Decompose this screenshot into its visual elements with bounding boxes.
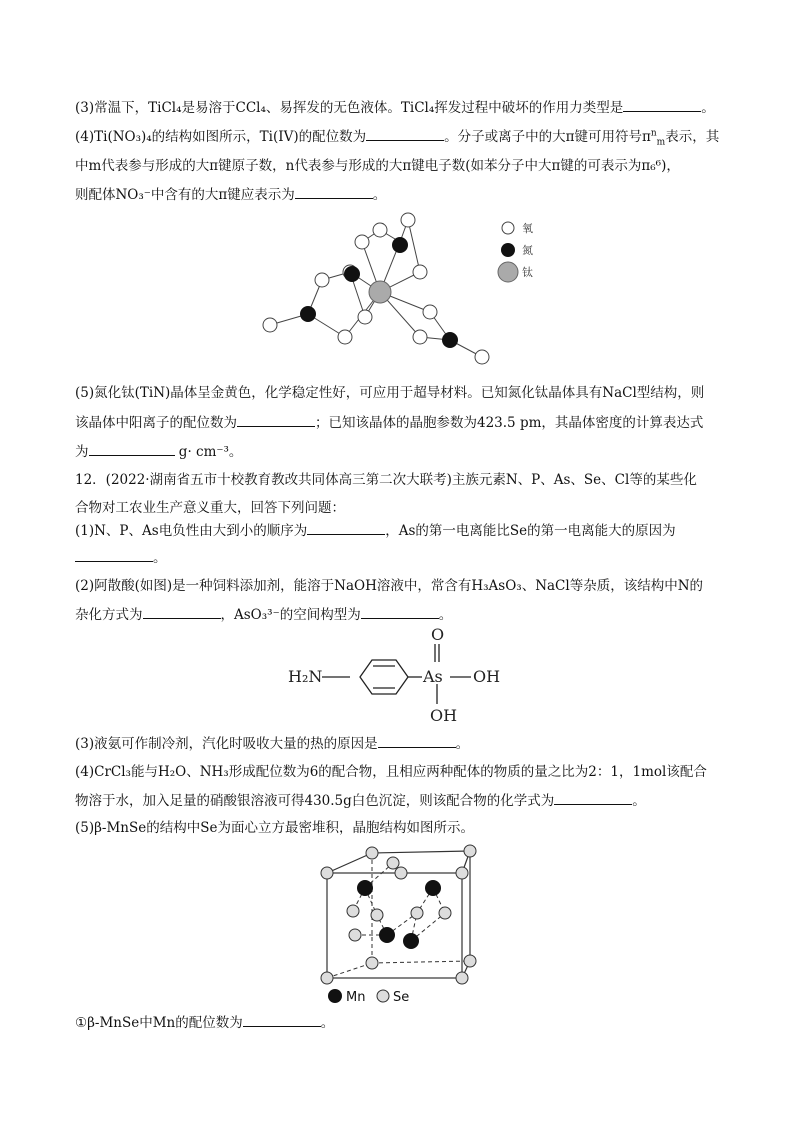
answer-blank[interactable] [237, 412, 315, 427]
mn-atoms [357, 880, 441, 949]
q11-part5-line2: 该晶体中阳离子的配位数为 ；已知该晶体的晶胞参数为423.5 pm，其晶体密度的计算表达式 [75, 412, 703, 433]
answer-blank[interactable] [75, 547, 153, 562]
q11-part5-line3: 为 g· cm⁻³。 [75, 441, 242, 462]
se-atom [321, 867, 333, 879]
se-atom [321, 972, 333, 984]
q11-part4-line3: 则配体NO₃⁻中含有的大π键应表示为 。 [75, 184, 386, 205]
oxygen-atom [413, 330, 427, 344]
se-atom [456, 867, 468, 879]
answer-blank[interactable] [143, 604, 221, 619]
arsanilic-acid-structure [280, 620, 530, 730]
legend-oxygen-label: 氧 [522, 222, 533, 235]
oxygen-atom [373, 223, 387, 237]
nitrogen-atom [392, 237, 408, 253]
mn-atom [425, 880, 441, 896]
q12-part1-line1: (1)N、P、As电负性由大到小的顺序为 ，As的第一电离能比Se的第一电离能大的原因为 [75, 520, 676, 541]
answer-blank[interactable] [554, 790, 632, 805]
q12-header-line2: 合物对工农业生产意义重大，回答下列问题： [75, 500, 345, 516]
oxygen-atom [423, 305, 437, 319]
answer-blank[interactable] [243, 1012, 321, 1027]
se-atom [347, 905, 359, 917]
legend-mn-icon [328, 989, 342, 1003]
nitrogen-atom [442, 332, 458, 348]
se-atom [366, 847, 378, 859]
se-atom [349, 929, 361, 941]
oxygen-atom [315, 273, 329, 287]
legend-nitrogen-label: 氮 [522, 244, 533, 257]
legend-titanium-label: 钛 [522, 266, 533, 279]
legend-titanium-icon [498, 262, 518, 282]
answer-blank[interactable] [361, 604, 439, 619]
answer-blank[interactable] [623, 97, 701, 112]
q12-part4-line1: (4)CrCl₃能与H₂O、NH₃形成配位数为6的配合物，且相应两种配体的物质的量之比为2：1，1mol该配合 [75, 764, 707, 780]
oxygen-atom [401, 213, 415, 227]
titanium-atom [369, 281, 391, 303]
oxygen-atom [263, 318, 277, 332]
oxygen-atom [358, 310, 372, 324]
q12-part2-line1: (2)阿散酸(如图)是一种饲料添加剂，能溶于NaOH溶液中，常含有H₃AsO₃、NaCl等杂质，该结构中N的 [75, 578, 704, 594]
answer-blank[interactable] [295, 184, 373, 199]
q12-part4-line2: 物溶于水，加入足量的硝酸银溶液可得430.5g白色沉淀，则该配合物的化学式为 。 [75, 790, 646, 811]
answer-blank[interactable] [89, 441, 175, 456]
se-atom [395, 867, 407, 879]
se-atom [464, 955, 476, 967]
nitrogen-atom [344, 266, 360, 282]
oxygen-atom [475, 350, 489, 364]
q11-part5-line1: (5)氮化钛(TiN)晶体呈金黄色，化学稳定性好，可应用于超导材料。已知氮化钛晶体具有NaCl型结构，则 [75, 385, 705, 401]
legend-se-icon [377, 990, 389, 1002]
structure-bonds [322, 644, 471, 704]
legend-nitrogen-icon [501, 243, 515, 257]
oxygen-atom [338, 330, 352, 344]
answer-blank[interactable] [366, 126, 444, 141]
q12-part1-line2: 。 [75, 547, 167, 568]
se-atom [456, 972, 468, 984]
q11-part4-line2: 中m代表参与形成的大π键原子数，n代表参与形成的大π键电子数(如苯分子中大π键的可表示为π₆⁶)， [75, 158, 680, 174]
hydroxyl-right-label: OH [473, 667, 501, 686]
se-atom [439, 907, 451, 919]
q12-part3: (3)液氨可作制冷剂，汽化时吸收大量的热的原因是 。 [75, 733, 469, 754]
ti-no3-4-structure-figure [250, 212, 550, 372]
answer-blank[interactable] [307, 520, 385, 535]
hydroxyl-bottom-label: OH [430, 706, 458, 725]
beta-mnse-unit-cell-figure [305, 843, 495, 1008]
se-atom [387, 857, 399, 869]
mn-atom [357, 880, 373, 896]
oxygen-atom [413, 265, 427, 279]
answer-blank[interactable] [378, 733, 456, 748]
mn-atom [403, 933, 419, 949]
amine-group-label: H₂N [288, 667, 323, 686]
q11-part4-line1: (4)Ti(NO₃)₄的结构如图所示，Ti(IV)的配位数为 。分子或离子中的大π键可用符号$\pi^n_m$表示，其 [75, 126, 719, 147]
mn-atom [379, 927, 395, 943]
q12-part5-intro: (5)β-MnSe的结构中Se为面心立方最密堆积，晶胞结构如图所示。 [75, 820, 474, 836]
q12-part2-line2: 杂化方式为 ，AsO₃³⁻的空间构型为 。 [75, 604, 452, 625]
oxo-label: O [431, 625, 445, 644]
se-atom [464, 845, 476, 857]
se-atom [366, 957, 378, 969]
se-atom [411, 907, 423, 919]
legend-se-label: Se [393, 990, 410, 1005]
arsenic-label: As [423, 667, 443, 686]
q11-part3: (3)常温下，TiCl₄是易溶于CCl₄、易挥发的无色液体。TiCl₄挥发过程中破坏的作用力类型是 。 [75, 97, 715, 118]
se-atom [371, 909, 383, 921]
q12-part5-question1: ①β-MnSe中Mn的配位数为 。 [75, 1012, 334, 1033]
q12-header-line1: 12．(2022·湖南省五市十校教育教改共同体高三第二次大联考)主族元素N、P、As、Se、Cl等的某些化 [75, 472, 697, 488]
legend-oxygen-icon [502, 222, 514, 234]
legend-mn-label: Mn [346, 990, 366, 1005]
oxygen-atom [355, 235, 369, 249]
nitrogen-atom [300, 306, 316, 322]
